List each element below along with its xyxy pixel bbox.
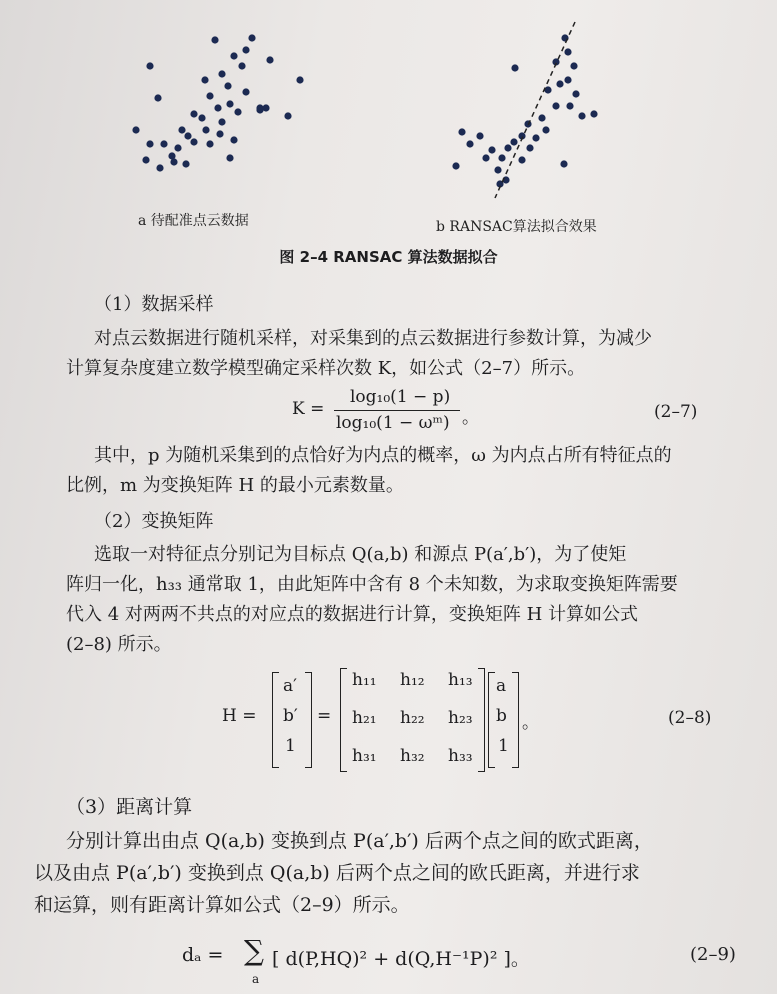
paragraph-line: (2–8) 所示。 bbox=[66, 634, 172, 655]
scatter-point bbox=[224, 82, 231, 89]
eq27-denominator: log₁₀(1 − ωᵐ) bbox=[336, 413, 450, 433]
scatter-point bbox=[242, 46, 249, 53]
scatter-point bbox=[510, 138, 517, 145]
scatter-point bbox=[556, 80, 563, 87]
scatter-point bbox=[146, 140, 153, 147]
matrix-cell: h₃₂ bbox=[400, 746, 425, 766]
eq29-lhs: dₐ = bbox=[182, 944, 224, 966]
eq27-numerator: log₁₀(1 − p) bbox=[350, 387, 451, 407]
scatter-point bbox=[504, 144, 511, 151]
matrix-cell: h₃₃ bbox=[448, 746, 473, 766]
scatter-point bbox=[226, 100, 233, 107]
scatter-point bbox=[218, 70, 225, 77]
scatter-b-points bbox=[452, 34, 597, 187]
matrix-cell: h₁₁ bbox=[352, 670, 377, 690]
vec-cell: a′ bbox=[283, 676, 297, 696]
bracket bbox=[488, 672, 495, 768]
scatter-point bbox=[160, 140, 167, 147]
scatter-point bbox=[590, 110, 597, 117]
scatter-point bbox=[572, 90, 579, 97]
vec-cell: b bbox=[496, 706, 507, 726]
matrix-cell: h₁₃ bbox=[448, 670, 473, 690]
paragraph-line: 比例，m 为变换矩阵 H 的最小元素数量。 bbox=[66, 475, 404, 496]
bracket bbox=[272, 672, 279, 768]
scatter-point bbox=[564, 76, 571, 83]
paragraph-line: 和运算，则有距离计算如公式（2–9）所示。 bbox=[34, 894, 410, 916]
sum-symbol: ∑ bbox=[244, 934, 264, 967]
vec-cell: b′ bbox=[283, 706, 298, 726]
heading-transform-matrix: （2）变换矩阵 bbox=[94, 511, 214, 532]
fraction-bar bbox=[334, 410, 460, 411]
scatter-point bbox=[211, 36, 218, 43]
scatter-point bbox=[532, 134, 539, 141]
scatter-point bbox=[452, 162, 459, 169]
scatter-point bbox=[560, 160, 567, 167]
eq27-lhs: K = bbox=[292, 399, 325, 419]
scatter-point bbox=[156, 164, 163, 171]
matrix-cell: h₂₃ bbox=[448, 708, 473, 728]
paragraph-line: 代入 4 对两两不共点的对应点的数据进行计算，变换矩阵 H 计算如公式 bbox=[66, 604, 639, 625]
scatter-point bbox=[564, 48, 571, 55]
matrix-cell: h₁₂ bbox=[400, 670, 425, 690]
equals: = bbox=[317, 706, 332, 726]
eq28-lhs: H = bbox=[222, 706, 257, 726]
scatter-point bbox=[190, 138, 197, 145]
scatter-point bbox=[230, 136, 237, 143]
scatter-point bbox=[226, 154, 233, 161]
scatter-point bbox=[202, 126, 209, 133]
scatter-point bbox=[466, 140, 473, 147]
scatter-point bbox=[458, 128, 465, 135]
scatter-point bbox=[198, 114, 205, 121]
scatter-point bbox=[511, 64, 518, 71]
paragraph-line: 分别计算出由点 Q(a,b) 变换到点 P(a′,b′) 后两个点之间的欧式距离， bbox=[66, 830, 653, 852]
scatter-point bbox=[218, 118, 225, 125]
vec-cell: a bbox=[496, 676, 507, 696]
scatter-point bbox=[566, 102, 573, 109]
eq29-number: (2–9) bbox=[690, 944, 736, 965]
scatter-point bbox=[206, 140, 213, 147]
scatter-point bbox=[488, 146, 495, 153]
paragraph-line: 选取一对特征点分别记为目标点 Q(a,b) 和源点 P(a′,b′)，为了使矩 bbox=[94, 544, 627, 565]
scatter-point bbox=[538, 114, 545, 121]
scatter-point bbox=[154, 94, 161, 101]
scatter-point bbox=[168, 152, 175, 159]
scatter-point bbox=[570, 62, 577, 69]
paragraph-line: 计算复杂度建立数学模型确定采样次数 K，如公式（2–7）所示。 bbox=[66, 358, 586, 379]
scatter-a-points bbox=[132, 34, 303, 171]
caption-b: b RANSAC算法拟合效果 bbox=[436, 219, 597, 235]
scatter-point bbox=[296, 76, 303, 83]
scatter-point bbox=[526, 144, 533, 151]
scatter-point bbox=[238, 62, 245, 69]
scatter-point bbox=[234, 108, 241, 115]
eq29-body: [ d(P,HQ)² + d(Q,H⁻¹P)² ]。 bbox=[272, 948, 530, 970]
matrix-cell: h₂₁ bbox=[352, 708, 377, 728]
bracket bbox=[305, 672, 312, 768]
scatter-point bbox=[518, 156, 525, 163]
eq28-number: (2–8) bbox=[668, 708, 712, 728]
scatter-point bbox=[216, 130, 223, 137]
scatter-point bbox=[498, 154, 505, 161]
scatter-point bbox=[552, 102, 559, 109]
paragraph-line: 以及由点 P(a′,b′) 变换到点 Q(a,b) 后两个点之间的欧氏距离，并进行求 bbox=[34, 862, 640, 884]
bracket bbox=[340, 668, 347, 772]
vec-cell: 1 bbox=[498, 736, 509, 756]
scatter-point bbox=[482, 154, 489, 161]
scatter-point bbox=[146, 62, 153, 69]
scatter-point bbox=[544, 86, 551, 93]
eq28-period: 。 bbox=[522, 713, 539, 733]
scatter-point bbox=[184, 132, 191, 139]
scatter-point bbox=[242, 88, 249, 95]
paragraph-line: 阵归一化，h₃₃ 通常取 1，由此矩阵中含有 8 个未知数，为求取变换矩阵需要 bbox=[66, 574, 678, 595]
matrix-cell: h₂₂ bbox=[400, 708, 425, 728]
caption-a: a 待配准点云数据 bbox=[138, 213, 249, 229]
scatter-point bbox=[201, 76, 208, 83]
scatter-point bbox=[262, 104, 269, 111]
scatter-point bbox=[190, 110, 197, 117]
figure-scatter-plots bbox=[110, 18, 670, 218]
scatter-point bbox=[266, 56, 273, 63]
paragraph-line: 对点云数据进行随机采样，对采集到的点云数据进行参数计算，为减少 bbox=[94, 328, 652, 349]
paragraph-line: 其中，p 为随机采集到的点恰好为内点的概率，ω 为内点占所有特征点的 bbox=[94, 445, 672, 466]
figure-title: 图 2–4 RANSAC 算法数据拟合 bbox=[279, 248, 498, 266]
scatter-point bbox=[132, 126, 139, 133]
scatter-point bbox=[214, 104, 221, 111]
scatter-point bbox=[542, 126, 549, 133]
matrix-cell: h₃₁ bbox=[352, 746, 377, 766]
scatter-point bbox=[248, 34, 255, 41]
heading-data-sampling: （1）数据采样 bbox=[94, 294, 214, 315]
bracket bbox=[512, 672, 519, 768]
vec-cell: 1 bbox=[285, 736, 296, 756]
eq27-period: 。 bbox=[462, 408, 479, 428]
scatter-point bbox=[284, 112, 291, 119]
scatter-point bbox=[476, 132, 483, 139]
scatter-point bbox=[178, 126, 185, 133]
scatter-point bbox=[206, 92, 213, 99]
eq27-number: (2–7) bbox=[654, 402, 698, 422]
ransac-fit-line bbox=[495, 22, 575, 198]
scatter-point bbox=[494, 166, 501, 173]
scatter-point bbox=[230, 52, 237, 59]
scatter-point bbox=[142, 156, 149, 163]
bracket bbox=[478, 668, 485, 772]
scatter-point bbox=[578, 112, 585, 119]
sum-subscript: a bbox=[252, 972, 260, 986]
heading-distance-calc: （3）距离计算 bbox=[66, 796, 193, 818]
scatter-point bbox=[561, 34, 568, 41]
scatter-point bbox=[174, 144, 181, 151]
scatter-point bbox=[182, 160, 189, 167]
